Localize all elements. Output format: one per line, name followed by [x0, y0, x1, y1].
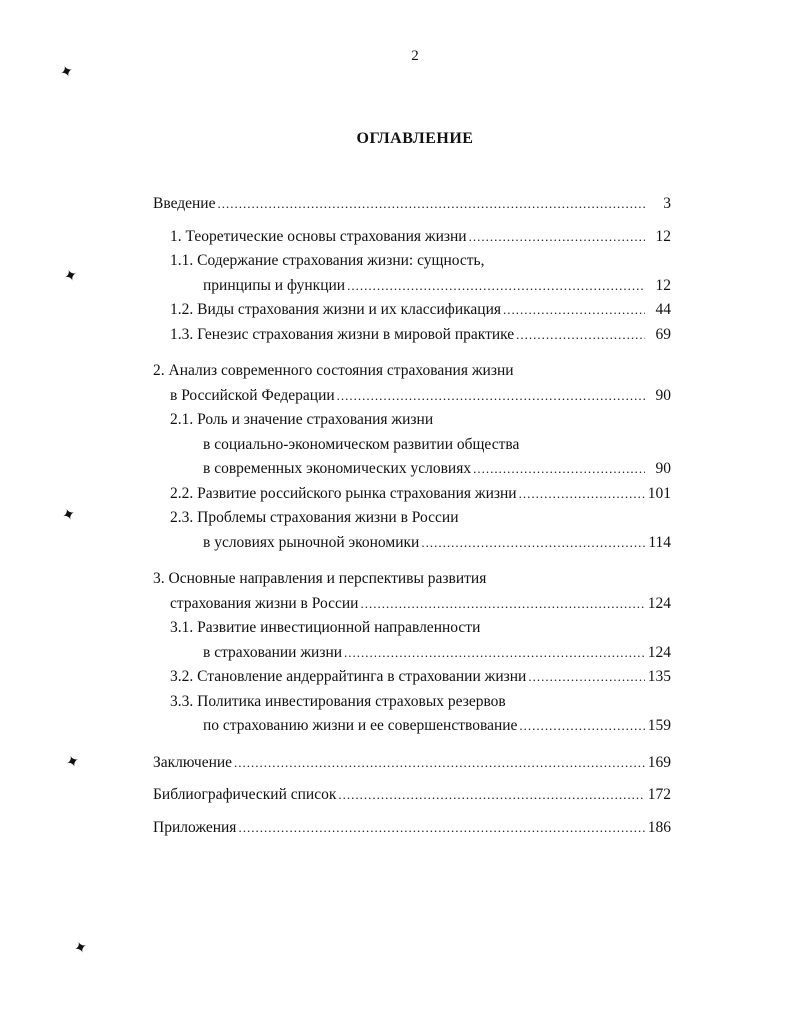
- toc-entry-bibliography[interactable]: [153, 783, 671, 808]
- toc-page-number: 186: [647, 818, 671, 836]
- margin-mark-4: ✦: [63, 750, 83, 773]
- toc-page-number: 90: [655, 386, 671, 404]
- toc-entry-conclusion[interactable]: [153, 751, 671, 776]
- toc-entry-text: 1.2. Виды страхования жизни и их классификация: [170, 301, 502, 318]
- margin-mark-2: ✦: [61, 264, 81, 287]
- toc-page-number: 3: [663, 195, 671, 212]
- dot-leader: [238, 816, 645, 841]
- toc-page-number: 90: [655, 460, 671, 477]
- toc-page-number: 69: [655, 325, 671, 343]
- dot-leader: [519, 482, 645, 507]
- dot-leader: [519, 714, 645, 739]
- toc-page-number: 12: [655, 227, 671, 245]
- toc-entry-text: Библиографический список: [153, 786, 337, 803]
- toc-page-number: 114: [648, 533, 671, 551]
- table-of-contents: [153, 192, 671, 840]
- toc-entry-chapter-1[interactable]: [153, 225, 671, 250]
- page-number: 2: [411, 48, 419, 64]
- dot-leader: [360, 592, 645, 617]
- toc-entry-1-2[interactable]: [153, 298, 671, 323]
- dot-leader: [516, 323, 645, 348]
- dot-leader: [217, 192, 645, 217]
- toc-entry-introduction[interactable]: [153, 192, 671, 217]
- toc-page-number: 44: [655, 301, 671, 318]
- toc-page-number: 159: [647, 717, 671, 734]
- toc-page-number: 12: [655, 276, 671, 294]
- toc-entry-1-3[interactable]: [153, 323, 671, 348]
- toc-entry-3-1-line-1[interactable]: 3.1. Развитие инвестиционной направленности: [170, 619, 481, 636]
- toc-entry-3-1-line-2[interactable]: [153, 641, 671, 666]
- toc-entry-text: 3.2. Становление андеррайтинга в страховании жизни: [170, 668, 527, 685]
- toc-entry-text: Приложения: [153, 818, 237, 836]
- toc-entry-1-1-line-1[interactable]: 1.1. Содержание страхования жизни: сущность,: [170, 252, 485, 269]
- toc-entry-1-1-line-2[interactable]: [153, 274, 671, 299]
- toc-page-number: 124: [647, 643, 671, 661]
- toc-page-number: 172: [647, 786, 671, 803]
- toc-entry-3-3-line-1[interactable]: 3.3. Политика инвестирования страховых резервов: [170, 692, 506, 710]
- page-title: ОГЛАВЛЕНИЕ: [356, 130, 474, 147]
- toc-page-number: 124: [647, 594, 671, 612]
- dot-leader: [234, 751, 645, 776]
- toc-entry-text: страхования жизни в России: [170, 594, 359, 612]
- toc-entry-2-3-line-1[interactable]: 2.3. Проблемы страхования жизни в России: [170, 509, 459, 526]
- toc-entry-3-3-line-2[interactable]: [153, 714, 671, 739]
- toc-entry-2-3-line-2[interactable]: [153, 531, 671, 556]
- toc-page-number: 169: [647, 753, 671, 771]
- dot-leader: [503, 298, 645, 323]
- dot-leader: [469, 225, 645, 250]
- toc-entry-text: по страхованию жизни и ее совершенствование: [203, 717, 518, 734]
- toc-entry-2-2[interactable]: [153, 482, 671, 507]
- dot-leader: [528, 665, 645, 690]
- toc-entry-text: в условиях рыночной экономики: [203, 533, 420, 551]
- margin-mark-1: ✦: [57, 60, 77, 83]
- dot-leader: [337, 384, 645, 409]
- toc-entry-text: в Российской Федерации: [170, 386, 335, 404]
- toc-entry-text: 1.3. Генезис страхования жизни в мировой практике: [170, 325, 515, 343]
- toc-entry-text: 1. Теоретические основы страхования жизни: [170, 227, 467, 245]
- toc-entry-text: в страховании жизни: [203, 643, 343, 661]
- toc-page-number: 101: [647, 484, 671, 502]
- toc-entry-2-1-line-1[interactable]: 2.1. Роль и значение страхования жизни: [170, 411, 434, 428]
- toc-entry-text: Введение: [153, 195, 216, 212]
- dot-leader: [347, 274, 645, 299]
- toc-entry-chapter-3-line-1[interactable]: 3. Основные направления и перспективы развития: [153, 570, 487, 587]
- toc-entry-2-1-line-2[interactable]: в социально-экономическом развитии общества: [203, 435, 520, 453]
- toc-entry-3-2[interactable]: [153, 665, 671, 690]
- toc-entry-text: принципы и функции: [203, 276, 346, 294]
- toc-entry-text: 2.2. Развитие российского рынка страхования жизни: [170, 484, 517, 502]
- toc-entry-text: в современных экономических условиях: [203, 460, 472, 477]
- dot-leader: [473, 457, 645, 482]
- toc-entry-2-1-line-3[interactable]: [153, 457, 671, 482]
- toc-entry-chapter-3-line-2[interactable]: [153, 592, 671, 617]
- margin-mark-3: ✦: [59, 503, 79, 526]
- toc-page-number: 135: [647, 668, 671, 685]
- dot-leader: [338, 783, 645, 808]
- dot-leader: [344, 641, 645, 666]
- margin-mark-5: ✦: [71, 936, 91, 959]
- toc-entry-appendices[interactable]: [153, 816, 671, 841]
- dot-leader: [421, 531, 645, 556]
- toc-entry-chapter-2-line-2[interactable]: [153, 384, 671, 409]
- toc-entry-chapter-2-line-1[interactable]: 2. Анализ современного состояния страхования жизни: [153, 362, 514, 379]
- toc-entry-text: Заключение: [153, 753, 233, 771]
